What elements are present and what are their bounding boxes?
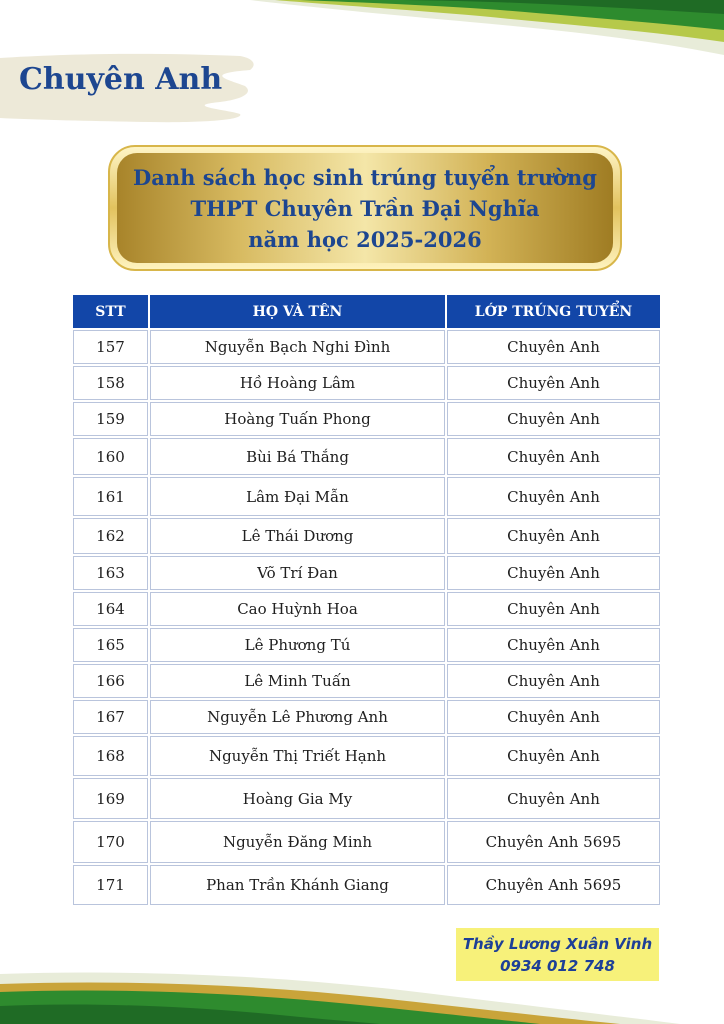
cell-class: Chuyên Anh 5695 [447,865,660,905]
cell-stt: 169 [73,778,148,819]
cell-class: Chuyên Anh [447,736,660,776]
cell-stt: 157 [73,330,148,364]
table-row [73,518,660,554]
cell-name: Cao Huỳnh Hoa [150,592,445,626]
cell-name: Lâm Đại Mẫn [150,477,445,516]
cell-class: Chuyên Anh [447,366,660,400]
cell-stt: 165 [73,628,148,662]
cell-name: Nguyễn Đăng Minh [150,821,445,863]
table-row [73,330,660,364]
cell-class: Chuyên Anh [447,477,660,516]
cell-class: Chuyên Anh [447,556,660,590]
cell-name: Nguyễn Bạch Nghi Đình [150,330,445,364]
cell-stt: 170 [73,821,148,863]
table-row [73,402,660,436]
cell-class: Chuyên Anh [447,700,660,734]
table-row [73,821,660,863]
cell-name: Bùi Bá Thắng [150,438,445,475]
cell-class: Chuyên Anh [447,664,660,698]
signature-box [456,928,659,981]
cell-name: Hoàng Tuấn Phong [150,402,445,436]
signature-name: Thầy Lương Xuân Vinh [462,934,653,953]
header-stt: STT [73,295,148,328]
cell-stt: 158 [73,366,148,400]
cell-name: Nguyễn Thị Triết Hạnh [150,736,445,776]
cell-name: Phan Trần Khánh Giang [150,865,445,905]
table-row [73,366,660,400]
cell-class: Chuyên Anh [447,518,660,554]
cell-name: Lê Phương Tú [150,628,445,662]
cell-stt: 164 [73,592,148,626]
cell-name: Hồ Hoàng Lâm [150,366,445,400]
cell-stt: 168 [73,736,148,776]
table-row [73,477,660,516]
table-row [73,592,660,626]
cell-name: Lê Thái Dương [150,518,445,554]
section-title: Chuyên Anh [19,62,223,97]
cell-class: Chuyên Anh 5695 [447,821,660,863]
banner-line-3: năm học 2025-2026 [248,226,482,252]
header-class: LỚP TRÚNG TUYỂN [447,295,660,328]
table-row [73,778,660,819]
cell-stt: 167 [73,700,148,734]
cell-class: Chuyên Anh [447,402,660,436]
cell-class: Chuyên Anh [447,438,660,475]
cell-name: Lê Minh Tuấn [150,664,445,698]
header-name: HỌ VÀ TÊN [150,295,445,328]
table-row [73,438,660,475]
table-row [73,556,660,590]
cell-stt: 160 [73,438,148,475]
cell-stt: 161 [73,477,148,516]
cell-class: Chuyên Anh [447,330,660,364]
cell-stt: 159 [73,402,148,436]
cell-class: Chuyên Anh [447,592,660,626]
cell-stt: 162 [73,518,148,554]
cell-class: Chuyên Anh [447,778,660,819]
table-row [73,700,660,734]
cell-stt: 163 [73,556,148,590]
cell-class: Chuyên Anh [447,628,660,662]
table-header-row [73,295,660,328]
cell-stt: 171 [73,865,148,905]
banner-line-1: Danh sách học sinh trúng tuyển trường [133,164,597,190]
cell-name: Hoàng Gia My [150,778,445,819]
student-table [71,293,662,907]
cell-name: Nguyễn Lê Phương Anh [150,700,445,734]
cell-name: Võ Trí Đan [150,556,445,590]
table-row [73,664,660,698]
signature-phone: 0934 012 748 [500,956,615,975]
cell-stt: 166 [73,664,148,698]
banner-title [107,144,623,272]
table-row [73,736,660,776]
banner-line-2: THPT Chuyên Trần Đại Nghĩa [190,195,540,221]
table-row [73,865,660,905]
table-row [73,628,660,662]
